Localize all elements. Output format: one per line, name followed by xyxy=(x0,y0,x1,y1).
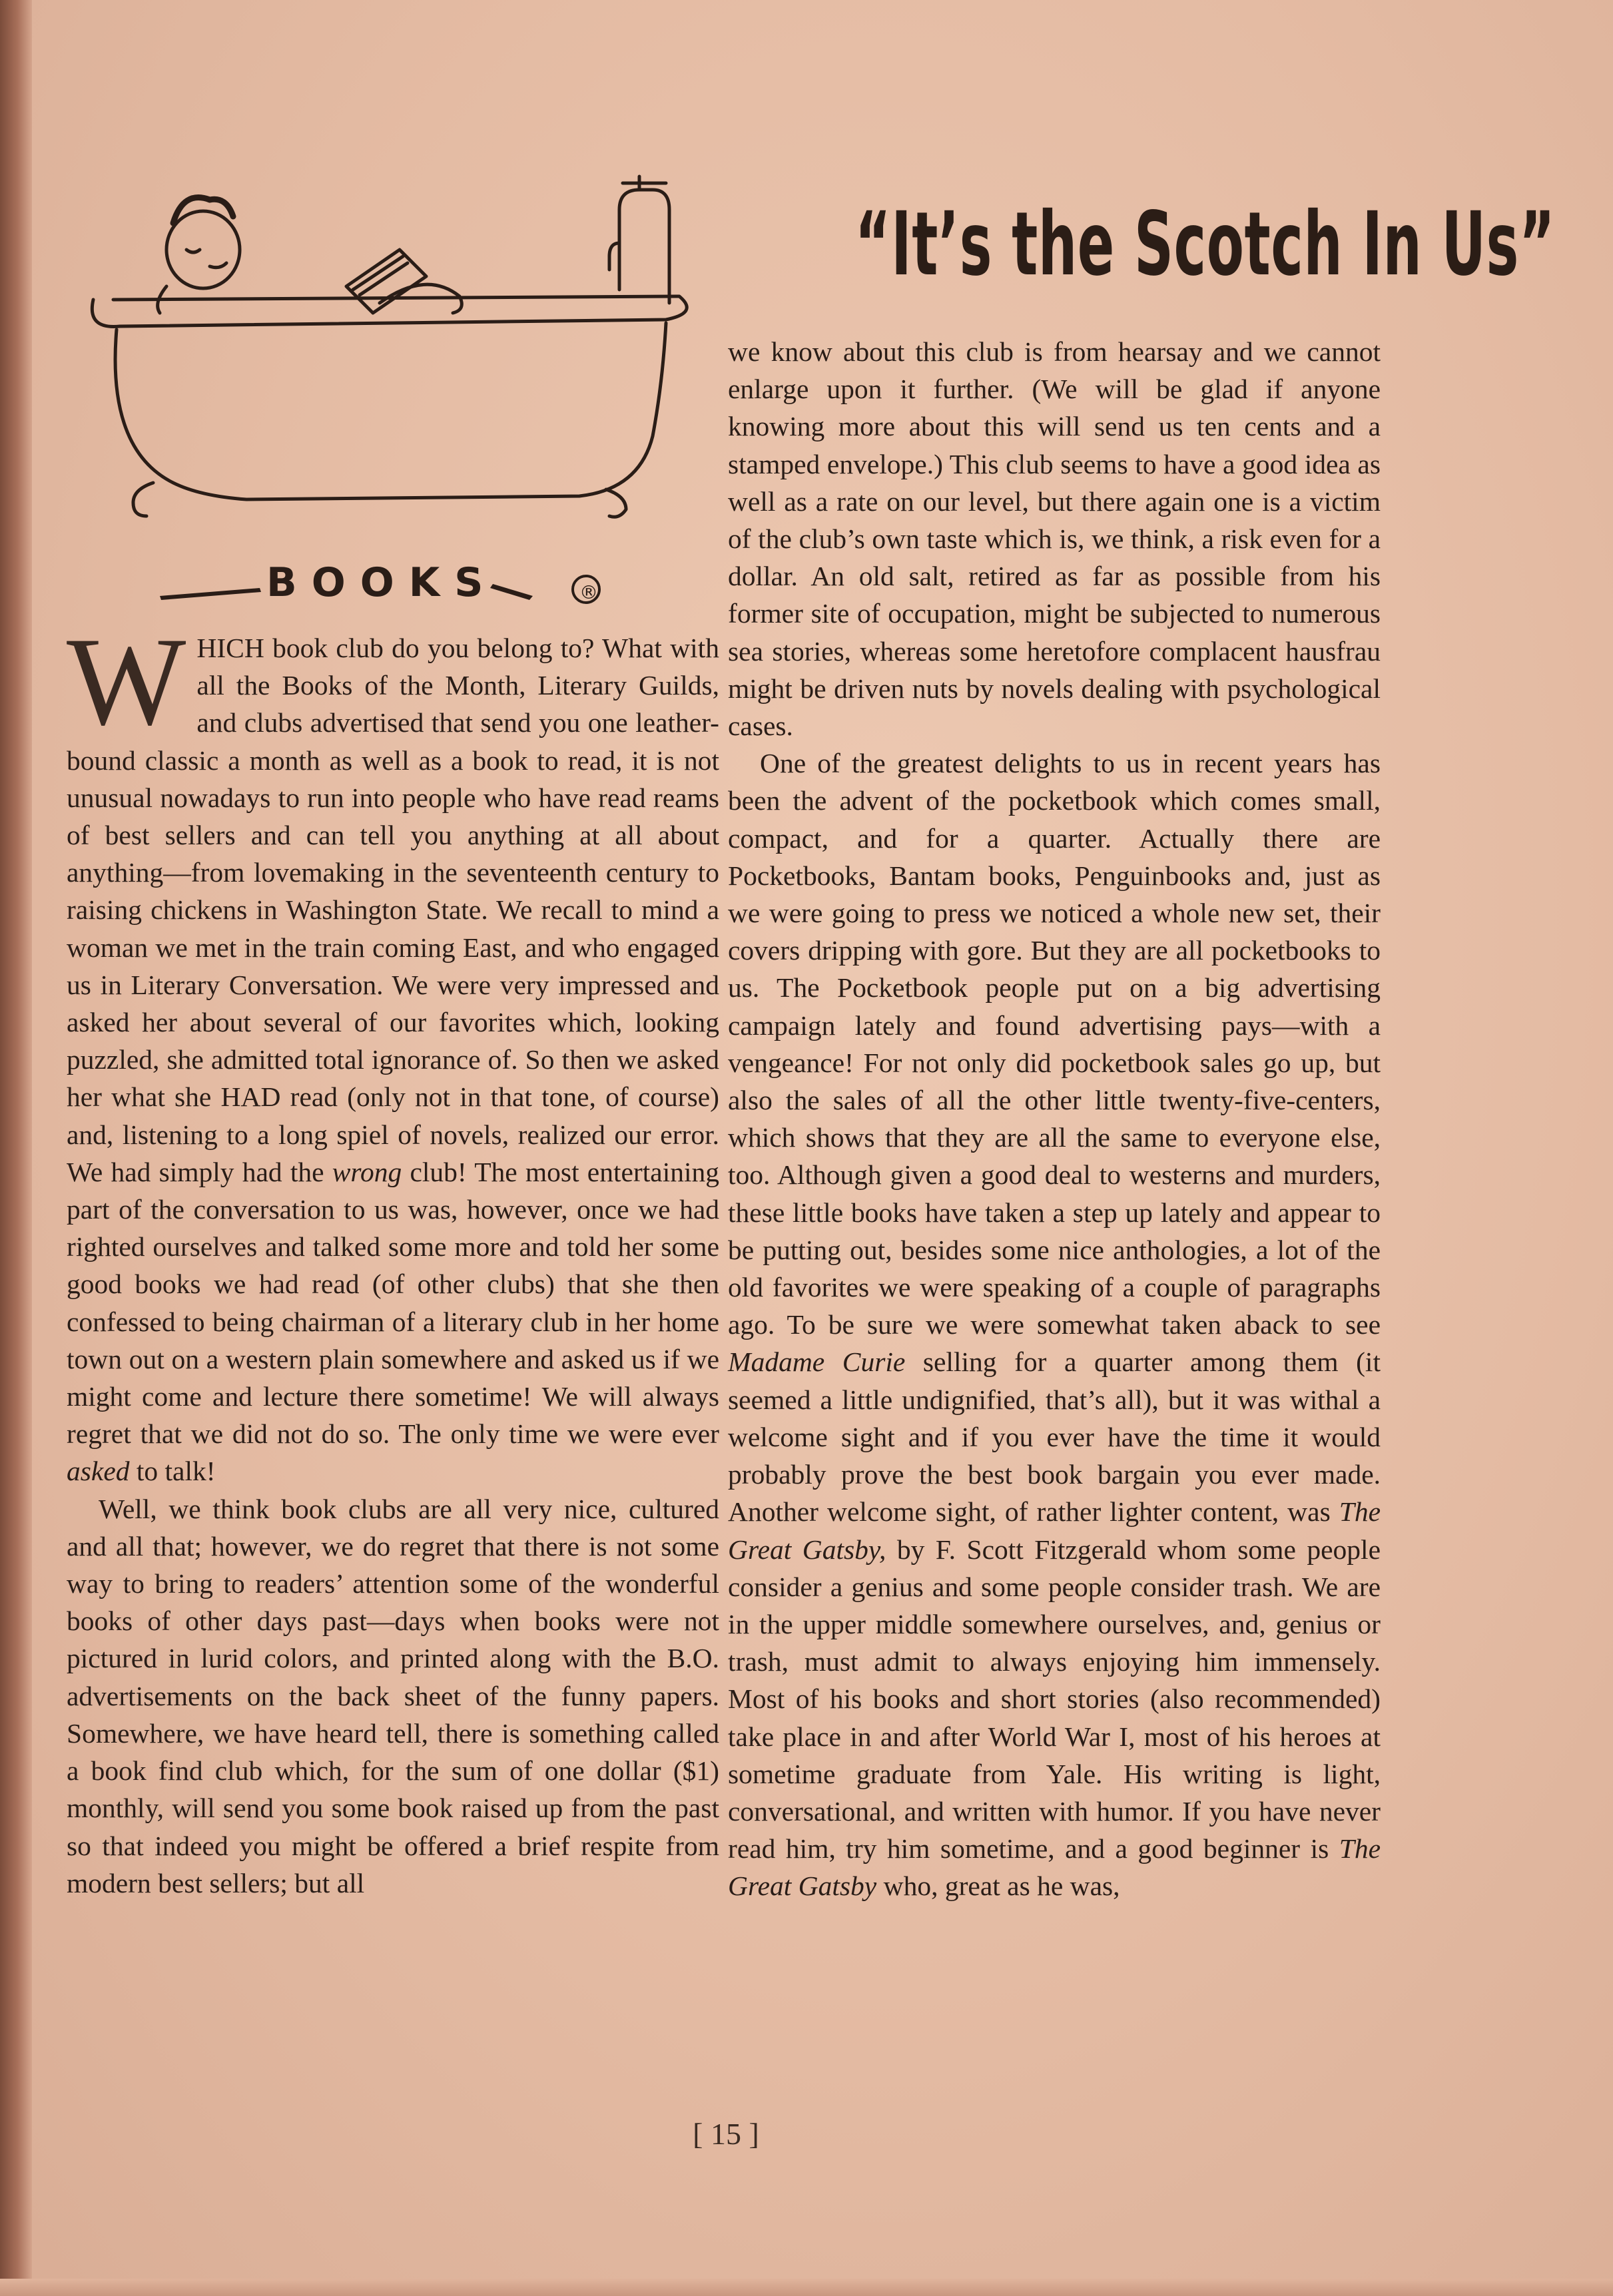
right-column xyxy=(728,333,1381,1905)
page-binding-edge xyxy=(0,0,32,2296)
bathtub-reader-illustration xyxy=(67,170,706,609)
article-headline: “It’s the Scotch In Us” xyxy=(854,193,1556,296)
paragraph: One of the greatest delights to us in recent years has been the advent of the pocketbook which comes small, compact, and for a quarter. Actually there are Pocketbooks, Bantam books, Penguinbooks and, just as we were going to press we noticed a whole new set, their covers dripping with gore. But they are all pocketbooks to us. The Pocketbook people put on a big advertising campaign lately and found advertising pays—with a vengeance! For not only did pocketbook sales go up, but also the sales of all the other little twenty-five-centers, which shows that they are all the same to everyone else, too. Although given a good deal to westerns and murders, these little books have taken a step up lately and appear to be putting out, besides some nice anthologies, a lot of the old favorites we were speaking of a couple of paragraphs ago. To be sure we were somewhat taken aback to see Madame Curie selling for a quarter among them (it seemed a little undignified, that’s all), but it was withal a welcome sight and if you ever have the time it would probably prove the best book bargain you ever made. Another welcome sight, of rather lighter content, was The Great Gatsby, by F. Scott Fitzgerald whom some people consider a genius and some people consider trash. We are in the upper middle somewhere ourselves, and, genius or trash, must admit to always enjoying him immensely. Most of his books and short stories (also recommended) take place in and after World War I, most of his heroes at sometime graduate from Yale. His writing is light, conversational, and written with humor. If you have never read him, try him sometime, and a good beginner is The Great Gatsby who, great as he was, xyxy=(728,748,1381,1902)
drop-cap: W xyxy=(67,612,186,752)
page-bottom-edge xyxy=(0,2279,1613,2296)
paragraph: we know about this club is from hearsay and we cannot enlarge upon it further. (We will be glad if anyone knowing more about this will send us ten cents and a stamped envelope.) This club seems to have a good idea as well as a rate on our level, but there again one is a victim of the club’s own taste which is, we think, a risk even for a dollar. An old salt, retired as far as possible from his former site of occupation, might be subjected to numerous sea stories, whereas some heretofore complacent hausfrau might be driven nuts by novels dealing with psychological cases. xyxy=(728,336,1381,742)
books-logo-text: BOOKS xyxy=(266,559,498,606)
paragraph: WHICH book club do you belong to? What with all the Books of the Month, Literary Guilds, and clubs advertised that send you one leather-bound classic a month as well as a book to read, it is not unusual nowadays to run into people who have read reams of best sellers and can tell you anything at all about anything—from lovemaking in the seventeenth century to raising chickens in Washington State. We recall to mind a woman we met in the train coming East, and who engaged us in Literary Conversation. We were very impressed and asked her about several of our favorites which, looking puzzled, she admitted total ignorance of. So then we asked her what she HAD read (only not in that tone, of course) and, listening to a long spiel of novels, realized our error. We had simply had the wrong club! The most entertaining part of the conversation to us was, however, once we had righted ourselves and talked some more and told her some good books we had read (of other clubs) that she then confessed to being chairman of a literary club in her home town out on a western plain somewhere and asked us if we might come and lecture there sometime! We will always regret that we did not do so. The only time we were ever asked to talk! xyxy=(67,612,720,1487)
left-column xyxy=(67,612,720,1902)
registered-mark: ® xyxy=(579,581,598,603)
paragraph: Well, we think book clubs are all very nice, cultured and all that; however, we do regret that there is not some way to bring to readers’ attention some of the wonderful books of other days past—days when books were not pictured in lurid colors, and printed along with the B.O. advertisements on the back sheet of the funny papers. Somewhere, we have heard tell, there is something called a book find club which, for the sum of one dollar ($1) monthly, will send you some book raised up from the past so that indeed you might be offered a brief respite from modern best sellers; but all xyxy=(67,1493,719,1898)
page-number: [ 15 ] xyxy=(693,2117,759,2151)
